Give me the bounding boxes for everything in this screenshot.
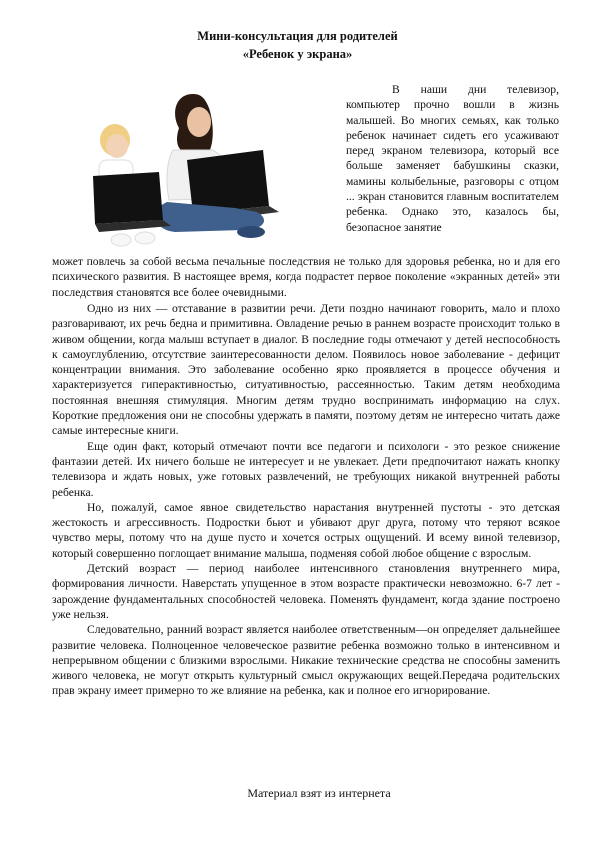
paragraph: Следовательно, ранний возраст является наиболее ответственным—он определяет дальнейшее развитие человека. Полноценное человеческое развитие ребенка возможно только в интенсивном и непрерывном общении с близкими взрослыми. Никакие технические средства не способны заменить живого человека, не могут открыть культурный смысл окружающих вещей.Передача родительских прав экрану имеет примерно то же влияние на ребенка, как и полное его игнорирование. [52,623,560,698]
document-title: Мини-консультация для родителей [197,29,398,43]
intro-paragraph-continued: может повлечь за собой весьма печальные последствия не только для здоровья ребенка, но и для его психического развития. В настоящее время, когда подрастет первое поколение «экранных детей» эти последствия становятся все более очевидными. [52,255,560,299]
mother-and-child-with-laptops-illustration [75,80,337,258]
source-note: Материал взят из интернета [247,786,391,800]
intro-paragraph: В наши дни телевизор, компьютер прочно вошли в жизнь малышей. Во многих семьях, как только ребенок начинает сидеть его усаживают перед экраном телевизора, который все больше заменяет бабушкины сказки, мамины колыбельные, разговоры с отцом ... экран становится главным воспитателем ребенка. Однако это, казалось бы, безопасное занятие [346,83,559,234]
paragraph: Еще один факт, который отмечают почти все педагоги и психологи - это резкое снижение фантазии детей. Их ничего больше не интересует и не увлекает. Дети предпочитают нажать кнопку телевизора и ждать новых, уже готовых развлечений, не требующих никакой внутренней работы ребенка. [52,439,560,499]
article-body [52,301,560,699]
paragraph: Одно из них — отставание в развитии речи. Дети поздно начинают говорить, мало и плохо разговаривают, их речь бедна и примитивна. Овладение речью в раннем возрасте происходит только в живом общении, когда малыш вступает в диалог. В последние годы отмечают у детей неспособность к самоуглублению, отсутствие заинтересованности делом. Появилось новое заболевание - дефицит концентрации внимания. Это заболевание особенно ярко проявляется в процессе обучения и характеризуется гиперактивностью, ситуативностью, рассеянностью. Таким детям необходима постоянная внешняя стимуляция. Многим детям трудно воспринимать информацию на слух. Короткие предложения они не способны удержать в памяти, поэтому детям не интересно читать даже самые интересные книги. [52,302,560,438]
paragraph: Детский возраст — период наиболее интенсивного становления внутреннего мира, формирования личности. Наверстать упущенное в этом возрасте практически невозможно. 6-7 лет - зарождение фундаментальных способностей человека. Поменять фундамент, когда здание построено уже нельзя. [52,562,560,621]
document-subtitle: «Ребенок у экрана» [242,47,353,61]
paragraph: Но, пожалуй, самое явное свидетельство нарастания внутренней пустоты - это детская жестокость и агрессивность. Подростки бьют и убивают друг друга, потому что теряют всякое чувство меры, потому что на душе пусто и хочется острых ощущений. И всему виной телевизор, который совершенно поглощает внимание малыша, подменяя собой любое общение с взрослым. [52,500,560,560]
